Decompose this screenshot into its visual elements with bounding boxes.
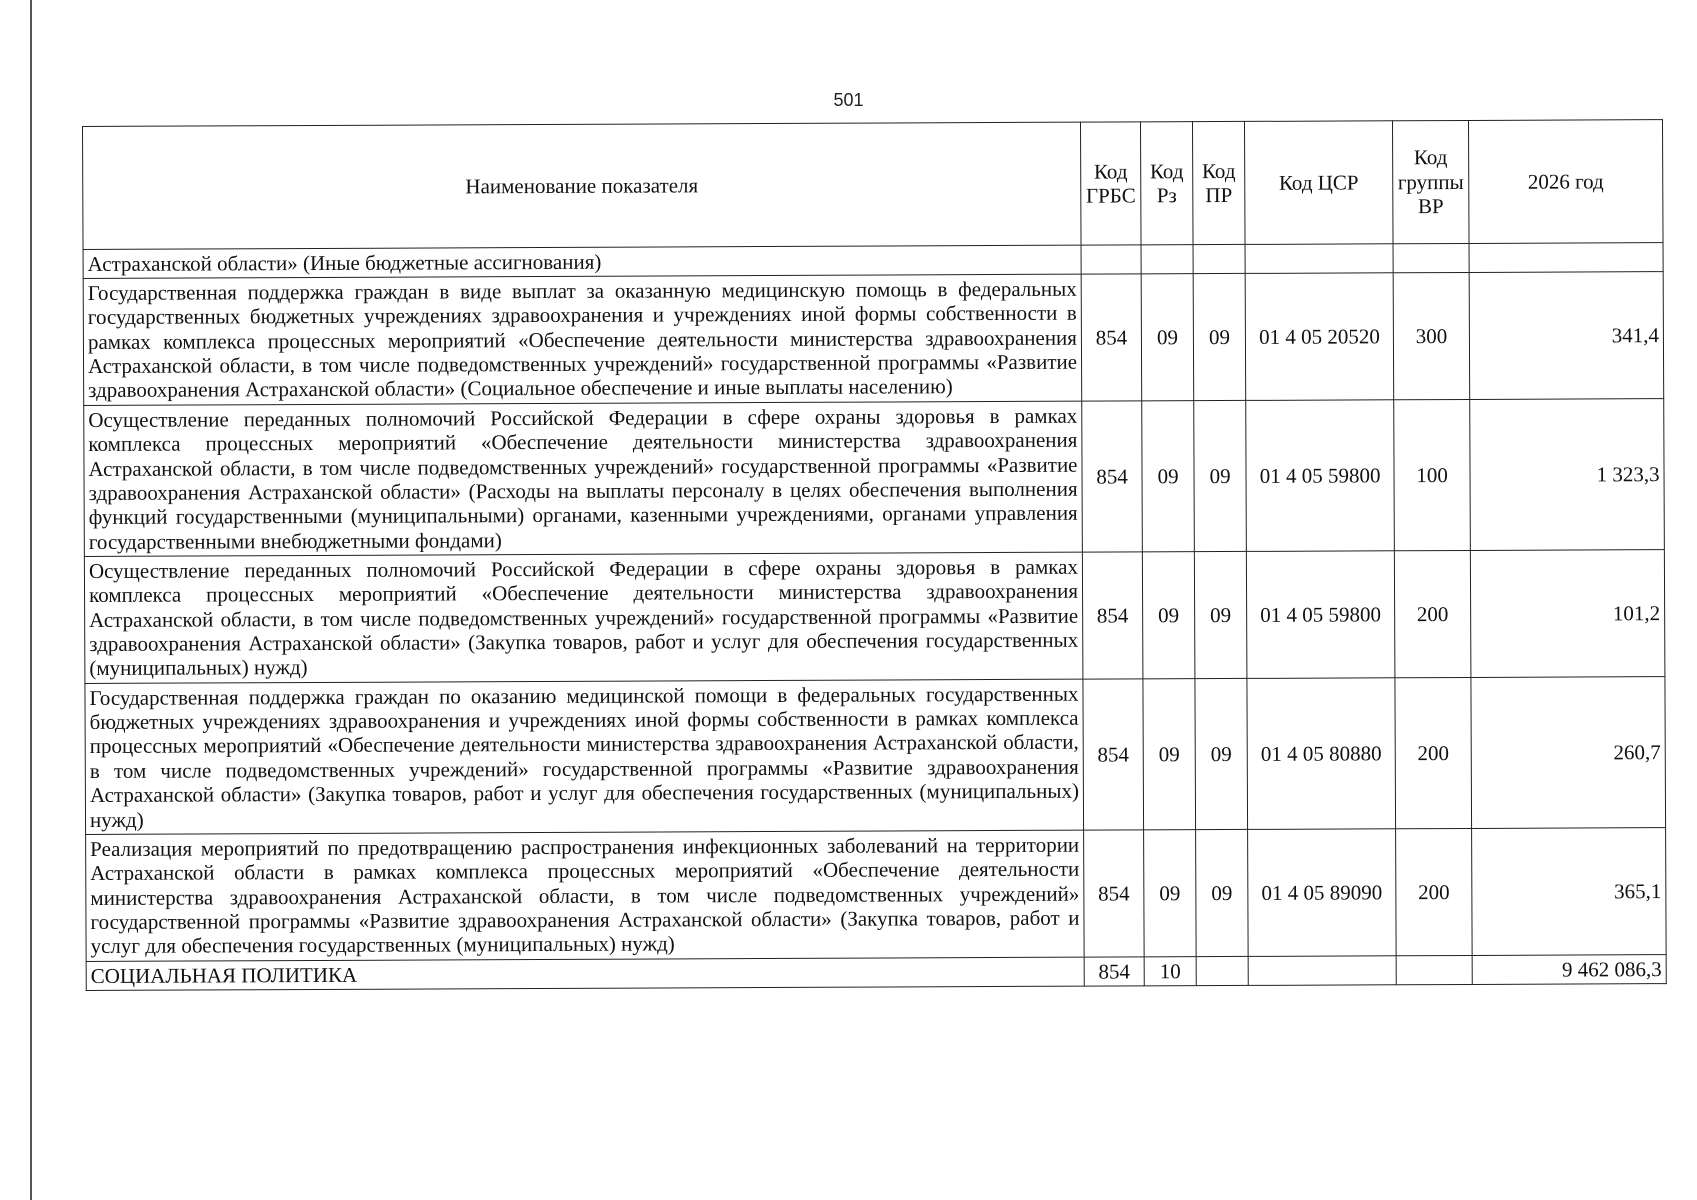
row-vr: 100 — [1394, 399, 1471, 550]
row-vr: 200 — [1394, 550, 1471, 677]
row-vr: 200 — [1396, 828, 1473, 955]
page-margin-line — [30, 0, 32, 1200]
table-row — [84, 550, 1665, 684]
header-year: 2026 год — [1468, 120, 1663, 244]
table-row — [84, 398, 1665, 556]
row-name: Осуществление переданных полномочий Российской Федерации в сфере охраны здоровья в рамках комплекса процессных мероприятий «Обеспечение деятельности министерства здравоохранения Астраханской области, в том числе подведомственных учреждений» государственной программы «Развитие здравоохранения Астраханской области» (Закупка товаров, работ и услуг для обеспечения государственных (муниципальных) нужд) — [84, 552, 1083, 683]
row-amount: 1 323,3 — [1470, 398, 1665, 550]
row-name: Государственная поддержка граждан по оказанию медицинской помощи в федеральных государственных бюджетных учреждениях здравоохранения и учреждениях иной формы собственности в рамках комплекса процессных мероприятий «Обеспечение деятельности министерства здравоохранения Астраханской области, в том числе подведомственных учреждений» государственной программы «Развитие здравоохранения Астраханской области» (Закупка товаров, работ и услуг для обеспечения государственных (муниципальных) нужд) — [85, 679, 1084, 835]
row-name: Осуществление переданных полномочий Российской Федерации в сфере охраны здоровья в рамках комплекса процессных мероприятий «Обеспечение деятельности министерства здравоохранения Астраханской области, в том числе подведомственных учреждений» государственной программы «Развитие здравоохранения Астраханской области» (Расходы на выплаты персоналу в целях обеспечения выполнения функций государственными (муниципальными) органами, казенными учреждениями, органами управления государственными внебюджетными фондами) — [84, 401, 1083, 557]
page-number: 501 — [833, 90, 864, 110]
header-row — [83, 120, 1664, 250]
row-amount: 101,2 — [1470, 550, 1665, 678]
row-name: Астраханской области» (Иные бюджетные ассигнования) — [83, 245, 1081, 278]
header-csr: Код ЦСР — [1244, 121, 1393, 245]
row-csr — [1245, 244, 1393, 274]
row-pr: 09 — [1196, 829, 1249, 956]
table-row — [83, 272, 1664, 406]
header-rz: Код Рз — [1140, 122, 1193, 245]
header-grbs: Код ГРБС — [1080, 122, 1141, 245]
row-pr — [1196, 956, 1248, 986]
row-grbs: 854 — [1082, 401, 1143, 552]
row-pr: 09 — [1193, 273, 1246, 400]
row-csr: 01 4 05 20520 — [1245, 273, 1394, 400]
row-amount — [1469, 243, 1663, 273]
row-vr — [1393, 243, 1469, 272]
row-name: Реализация мероприятий по предотвращению распространения инфекционных заболеваний на территории Астраханской области в рамках комплекса процессных мероприятий «Обеспечение деятельности министерства здравоохранения Астраханской области, в том числе подведомственных учреждений» государственной программы «Развитие здравоохранения Астраханской области» (Закупка товаров, работ и услуг для обеспечения государственных (муниципальных) нужд) — [86, 830, 1085, 961]
budget-table — [82, 119, 1667, 991]
row-pr: 09 — [1194, 551, 1247, 678]
row-pr — [1193, 244, 1245, 273]
row-pr: 09 — [1195, 678, 1248, 829]
row-grbs: 854 — [1084, 830, 1145, 957]
row-rz: 10 — [1144, 956, 1196, 986]
row-amount: 260,7 — [1471, 676, 1666, 828]
row-rz: 09 — [1143, 678, 1196, 829]
row-rz: 09 — [1141, 274, 1194, 401]
header-vr: Код группы ВР — [1392, 120, 1469, 243]
row-vr: 200 — [1395, 677, 1472, 828]
row-rz — [1141, 245, 1193, 274]
row-csr: 01 4 05 80880 — [1247, 678, 1396, 830]
table-row — [86, 828, 1667, 962]
row-csr: 01 4 05 59800 — [1246, 551, 1395, 678]
row-pr: 09 — [1194, 400, 1247, 551]
row-grbs: 854 — [1081, 274, 1142, 401]
header-name: Наименование показателя — [83, 122, 1082, 249]
row-csr: 01 4 05 89090 — [1248, 829, 1397, 956]
row-grbs: 854 — [1084, 957, 1144, 987]
row-amount: 9 462 086,3 — [1472, 954, 1666, 984]
row-grbs: 854 — [1082, 552, 1143, 679]
row-rz: 09 — [1144, 830, 1197, 957]
row-csr — [1248, 955, 1396, 985]
row-name: Государственная поддержка граждан в виде выплат за оказанную медицинскую помощь в федеральных государственных бюджетных учреждениях здравоохранения и учреждениях иной формы собственности в рамках комплекса процессных мероприятий «Обеспечение деятельности министерства здравоохранения Астраханской области, в том числе подведомственных учреждений» государственной программы «Развитие здравоохранения Астраханской области» (Социальное обеспечение и иные выплаты населению) — [83, 274, 1082, 405]
row-vr — [1396, 955, 1472, 985]
row-grbs: 854 — [1083, 679, 1144, 830]
row-csr: 01 4 05 59800 — [1246, 400, 1395, 552]
row-name: СОЦИАЛЬНАЯ ПОЛИТИКА — [86, 957, 1084, 991]
row-rz: 09 — [1142, 400, 1195, 551]
row-amount: 341,4 — [1469, 272, 1664, 400]
header-pr: Код ПР — [1192, 121, 1245, 244]
row-vr: 300 — [1393, 272, 1470, 399]
table-row — [85, 676, 1666, 834]
row-grbs — [1081, 245, 1141, 274]
table-row-section-total — [86, 954, 1666, 990]
row-rz: 09 — [1142, 552, 1195, 679]
row-amount: 365,1 — [1472, 828, 1667, 956]
